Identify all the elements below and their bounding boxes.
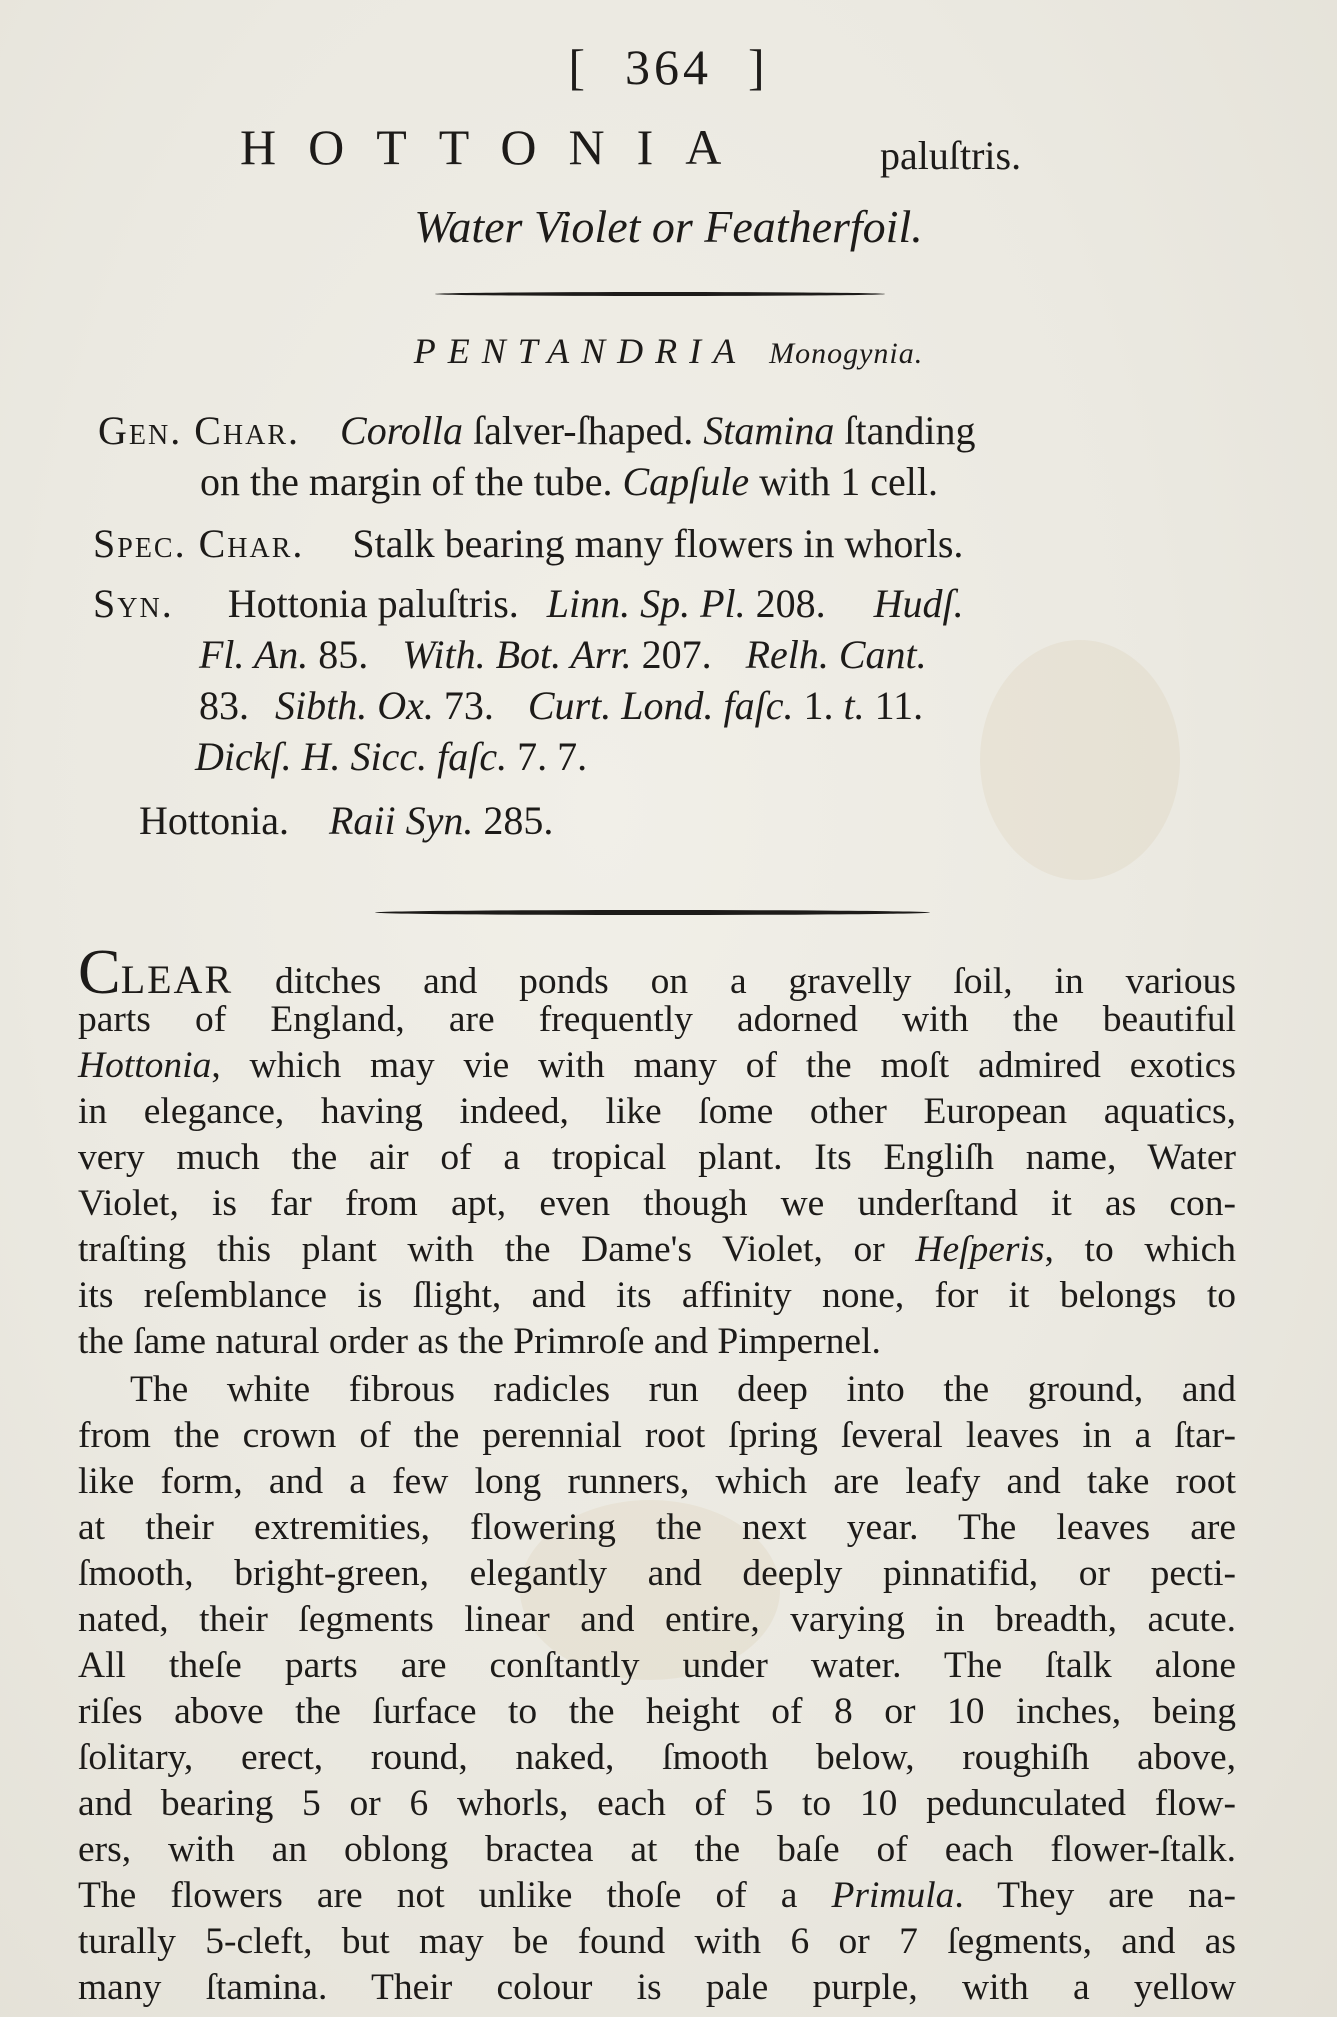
syn-text: t.	[843, 683, 865, 728]
syn-text: With. Bot. Arr.	[402, 632, 632, 677]
gen-char-text: on the margin of the tube.	[200, 459, 623, 504]
text-line: nated, their ſegments linear and entire, varying in breadth, acute.	[78, 1599, 1236, 1640]
text-span: Hottonia	[78, 1045, 212, 1086]
text-line: riſes above the ſurface to the height of 8 or 10 inches, being	[78, 1691, 1236, 1732]
text-span: Primula	[831, 1875, 955, 1916]
text-line: All theſe parts are conſtantly under water. The ſtalk alone	[78, 1645, 1236, 1686]
text-span: ditches and ponds on a gravelly ſoil, in various	[233, 961, 1236, 1002]
syn-text: 1.	[793, 683, 844, 728]
text-line: like form, and a few long runners, which are leafy and take root	[78, 1461, 1236, 1502]
gen-char-text: ſtanding	[834, 408, 976, 453]
syn-text: Relh. Cant.	[745, 632, 927, 677]
page-number-value: 364	[625, 39, 712, 95]
bracket-open: [	[568, 39, 589, 95]
syn-text: 207.	[631, 632, 722, 677]
gen-char-text: with 1 cell.	[749, 459, 939, 504]
spec-char-label: Spec. Char.	[93, 521, 305, 566]
text-line: ſmooth, bright-green, elegantly and deeply pinnatifid, or pecti-	[78, 1553, 1236, 1594]
syn-text: Linn. Sp. Pl.	[546, 581, 746, 626]
syn-text: Dickſ. H. Sicc. faſc.	[195, 734, 508, 779]
text-line: The white fibrous radicles run deep into the ground, and	[130, 1369, 1236, 1410]
drop-cap: C	[78, 936, 121, 1007]
text-span: , to which	[1044, 1229, 1236, 1270]
syn-text: 73.	[433, 683, 504, 728]
text-line	[78, 1044, 1236, 1087]
bracket-close: ]	[748, 39, 769, 95]
syn-text: 85.	[308, 632, 379, 677]
divider-rule	[375, 910, 930, 915]
gen-char-label: Gen. Char.	[98, 408, 301, 453]
syn-text: 7. 7.	[507, 734, 588, 779]
text-line: parts of England, are frequently adorned with the beautiful	[78, 999, 1236, 1040]
text-line	[78, 1874, 1236, 1917]
text-line: many ſtamina. Their colour is pale purple, with a yellow	[78, 1967, 1236, 2008]
text-line: and bearing 5 or 6 whorls, each of 5 to 10 pedunculated flow-	[78, 1783, 1236, 1824]
text-line: very much the air of a tropical plant. Its Engliſh name, Water	[78, 1137, 1236, 1178]
syn-text: Hudſ.	[873, 581, 964, 626]
syn-text: Hottonia paluſtris.	[227, 581, 529, 626]
order-name: Monogynia.	[769, 337, 924, 370]
text-line: ers, with an oblong bractea at the baſe of each flower-ſtalk.	[78, 1829, 1236, 1870]
text-span: traſting this plant with the Dame's Violet, or	[78, 1229, 916, 1270]
text-line: its reſemblance is ſlight, and its affinity none, for it belongs to	[78, 1275, 1236, 1316]
syn-text: Raii Syn.	[328, 798, 474, 843]
paper-stain	[980, 640, 1180, 880]
text-span: The flowers are not unlike thoſe of a	[78, 1875, 832, 1916]
divider-rule	[435, 292, 885, 296]
syn-text: 83.	[199, 683, 259, 728]
text-line	[78, 936, 1236, 1007]
syn-text: Curt. Lond. faſc.	[527, 683, 794, 728]
syn-label: Syn.	[93, 581, 174, 626]
text-span: . They are na-	[954, 1875, 1236, 1916]
text-line: Violet, is far from apt, even though we underſtand it as con-	[78, 1183, 1236, 1224]
syn-text: 208.	[745, 581, 836, 626]
page-number	[0, 38, 1337, 96]
text-line: from the crown of the perennial root ſpring ſeveral leaves in a ſtar-	[78, 1415, 1236, 1456]
syn-text: Fl. An.	[199, 632, 309, 677]
text-line: the ſame natural order as the Primroſe and Pimpernel.	[78, 1321, 881, 1362]
text-span: Heſperis	[915, 1229, 1045, 1270]
spec-char-text: Stalk bearing many flowers in whorls.	[352, 521, 964, 566]
opening-word: LEAR	[120, 957, 234, 1002]
text-line	[78, 1228, 1236, 1271]
syn-text: 11.	[864, 683, 924, 728]
gen-char-text: Corolla	[340, 408, 464, 453]
text-span: , which may vie with many of the moſt admired exotics	[211, 1045, 1236, 1086]
species-title: paluſtris.	[880, 133, 1022, 178]
syn-text: 285.	[473, 798, 554, 843]
genus-title: HOTTONIA	[240, 119, 754, 175]
text-line: at their extremities, flowering the next year. The leaves are	[78, 1507, 1236, 1548]
text-line: turally 5-cleft, but may be found with 6 or 7 ſegments, and as	[78, 1921, 1236, 1962]
gen-char-text: Stamina	[703, 408, 835, 453]
gen-char-text: ſalver-ſhaped.	[463, 408, 704, 453]
text-line: ſolitary, erect, round, naked, ſmooth below, roughiſh above,	[78, 1737, 1236, 1778]
syn-text: Sibth. Ox.	[275, 683, 434, 728]
common-name: Water Violet or Featherfoil.	[414, 201, 923, 252]
syn-text: Hottonia.	[139, 798, 299, 843]
class-name: PENTANDRIA	[413, 331, 748, 371]
linnaean-class	[0, 330, 1337, 372]
gen-char-text: Capſule	[622, 459, 750, 504]
text-line: in elegance, having indeed, like ſome other European aquatics,	[78, 1091, 1236, 1132]
